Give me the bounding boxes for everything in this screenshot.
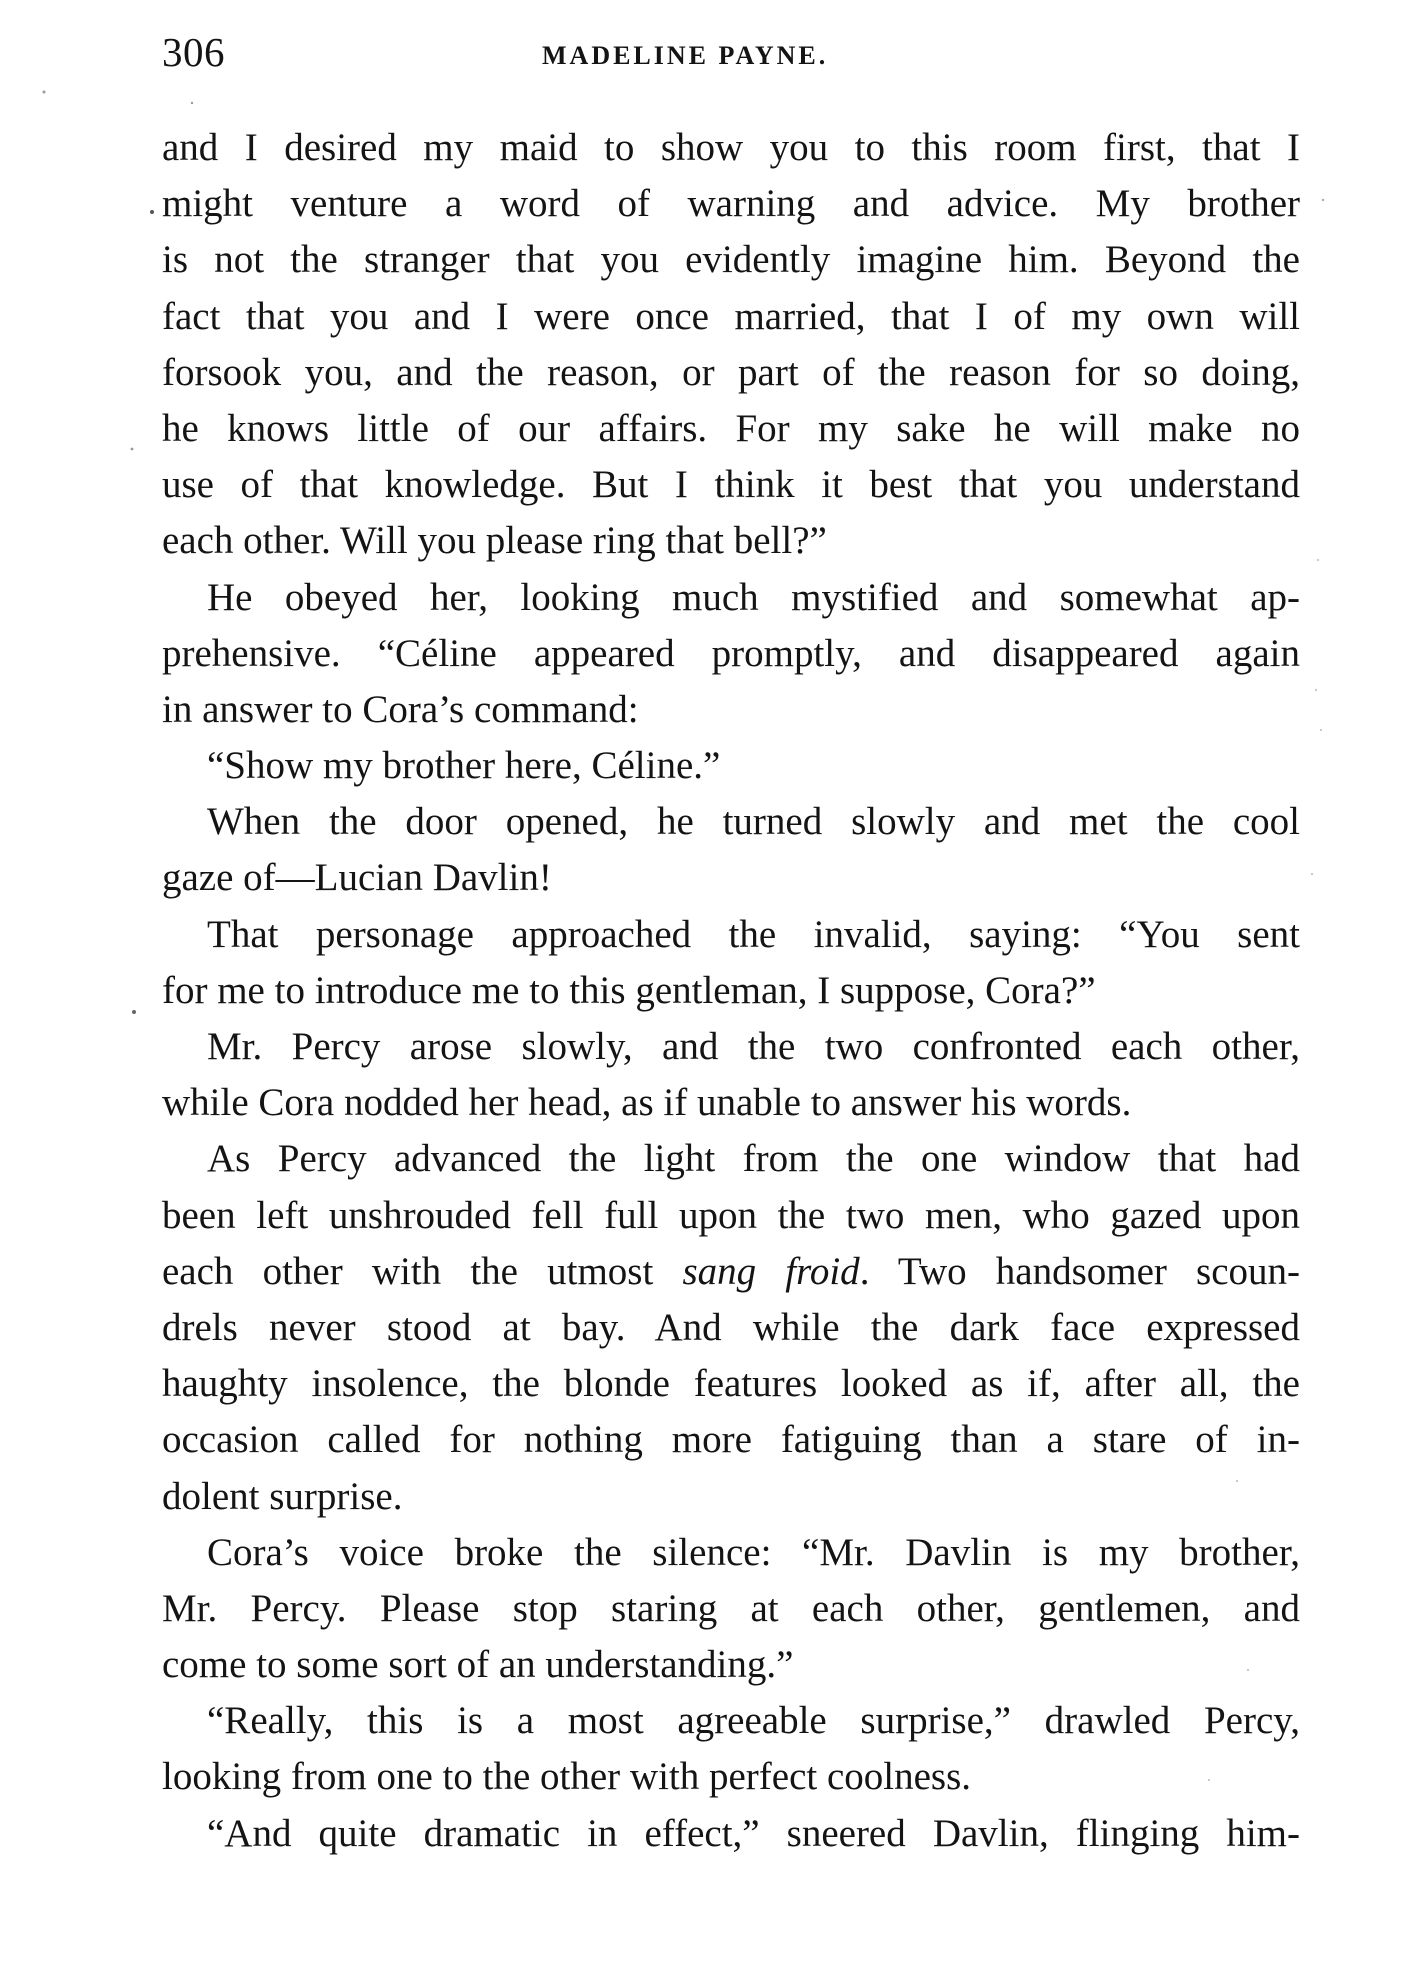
text-line: dolent surprise.: [162, 1474, 403, 1518]
text-line: That personage approached the invalid, saying: “You sent: [207, 912, 1300, 956]
ink-speck: [1320, 729, 1322, 731]
text-line: prehensive. “Céline appeared promptly, and disappeared again: [162, 631, 1300, 675]
ink-speck: [1322, 199, 1324, 201]
text-line: use of that knowledge. But I think it best that you understand: [162, 463, 1300, 507]
text-line: fact that you and I were once married, that I of my own will: [162, 294, 1300, 338]
ink-speck: [43, 91, 46, 94]
text-line: “And quite dramatic in effect,” sneered Davlin, flinging him-: [207, 1811, 1300, 1855]
text-line: He obeyed her, looking much mystified and somewhat ap-: [207, 575, 1300, 619]
ink-speck: [1315, 689, 1317, 691]
text-line: for me to introduce me to this gentleman, I suppose, Cora?”: [162, 968, 1096, 1012]
body-text: [162, 120, 1300, 1862]
ink-speck: [1317, 559, 1319, 561]
text-line: When the door opened, he turned slowly and met the cool: [207, 800, 1300, 844]
text-line: each other. Will you please ring that bell?”: [162, 519, 827, 563]
ink-speck: [132, 1010, 136, 1014]
text-line: looking from one to the other with perfect coolness.: [162, 1755, 972, 1799]
text-line: and I desired my maid to show you to this room first, that I: [162, 126, 1300, 169]
text-line: As Percy advanced the light from the one window that had: [207, 1137, 1300, 1181]
text-line: come to some sort of an understanding.”: [162, 1643, 794, 1687]
text-line: in answer to Cora’s command:: [162, 687, 639, 731]
text-line: Cora’s voice broke the silence: “Mr. Davlin is my brother,: [207, 1530, 1300, 1574]
running-title: MADELINE PAYNE.: [542, 41, 829, 70]
text-line: forsook you, and the reason, or part of the reason for so doing,: [162, 350, 1300, 394]
italic-phrase: sang froid: [682, 1249, 860, 1293]
text-line: Mr. Percy arose slowly, and the two confronted each other,: [207, 1025, 1300, 1068]
page-number: 306: [162, 29, 225, 75]
running-head: [162, 22, 1300, 82]
ink-speck: [191, 102, 193, 104]
ink-speck: [1311, 873, 1313, 875]
text-line: “Really, this is a most agreeable surprise,” drawled Percy,: [207, 1699, 1300, 1743]
text-line: “Show my brother here, Céline.”: [207, 744, 721, 788]
text-line: while Cora nodded her head, as if unable to answer his words.: [162, 1081, 1132, 1125]
text-line: might venture a word of warning and advice. My brother: [162, 182, 1300, 226]
ink-speck: [131, 448, 134, 451]
ink-speck: [150, 210, 154, 214]
text-line: is not the stranger that you evidently imagine him. Beyond the: [162, 238, 1300, 282]
text-line: Mr. Percy. Please stop staring at each other, gentlemen, and: [162, 1586, 1300, 1630]
text-line: he knows little of our affairs. For my sake he will make no: [162, 406, 1300, 450]
text-line: drels never stood at bay. And while the dark face expressed: [162, 1305, 1300, 1349]
text-line: gaze of—Lucian Davlin!: [162, 856, 552, 900]
text-line: each other with the utmost sang froid. Two handsomer scoun-: [162, 1249, 1300, 1293]
text-line: been left unshrouded fell full upon the two men, who gazed upon: [162, 1193, 1300, 1237]
text-line: haughty insolence, the blonde features looked as if, after all, the: [162, 1362, 1300, 1406]
text-line: occasion called for nothing more fatiguing than a stare of in-: [162, 1418, 1300, 1462]
